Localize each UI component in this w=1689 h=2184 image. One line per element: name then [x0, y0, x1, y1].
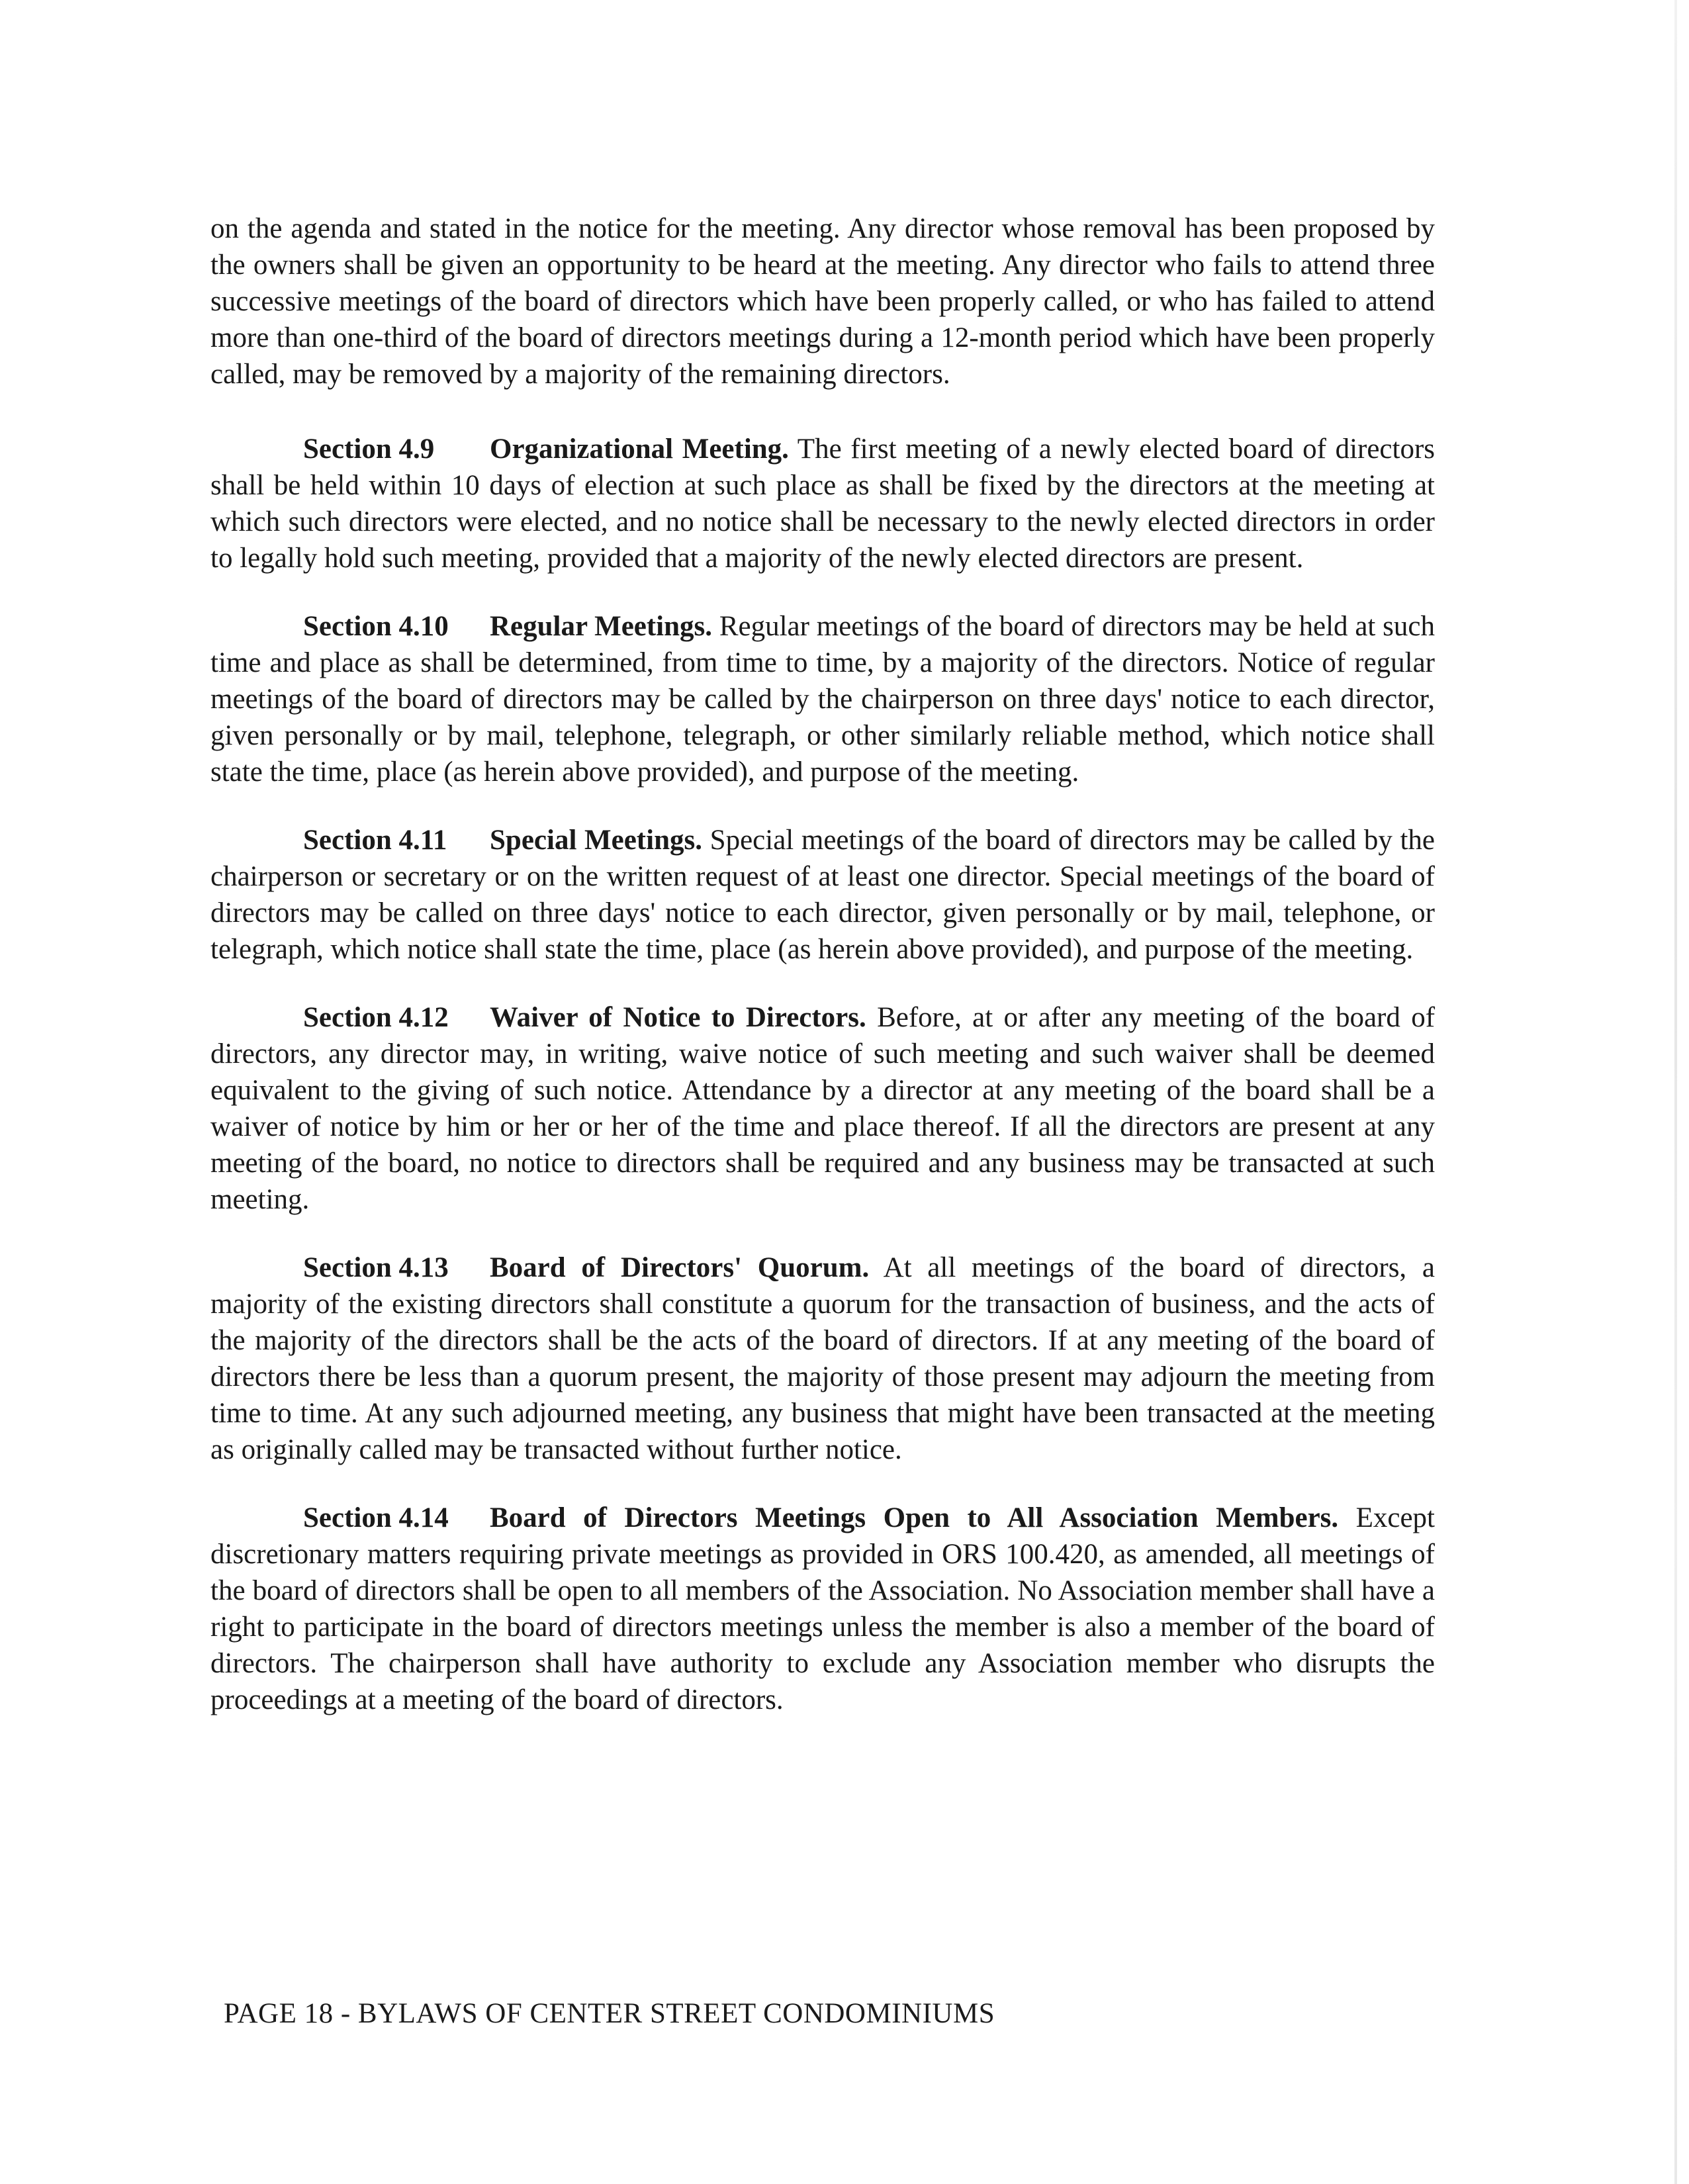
section-4-14	[210, 1500, 1435, 1718]
section-4-10	[210, 608, 1435, 790]
section-title: Board of Directors' Quorum.	[490, 1252, 870, 1283]
section-body: Special meetings of the board of directors may be called by the chairperson or secretary or on the written request of at least one director. Special meetings of the board of directors may be called on three days' notice to each director, given personally or by mail, telephone, or telegraph, which notice shall state the time, place (as herein above provided), and purpose of the meeting.	[210, 825, 1436, 965]
section-title: Board of Directors Meetings Open to All Association Members.	[490, 1502, 1339, 1533]
section-body: Regular meetings of the board of directors may be held at such time and place as shall be determined, from time to time, by a majority of the directors. Notice of regular meetings of the board of directors may be called by the chairperson on three days' notice to each director, given personally or by mail, telephone, telegraph, or other similarly reliable method, which notice shall state the time, place (as herein above provided), and purpose of the meeting.	[210, 611, 1435, 788]
section-body: Before, at or after any meeting of the board of directors, any director may, in writing, waive notice of such meeting and such waiver shall be deemed equivalent to the giving of such notice. Attendance by a director at any meeting of the board shall be a waiver of notice by him or her or her of the time and place thereof. If all the directors are present at any meeting of the board, no notice to directors shall be required and any business may be transacted at such meeting.	[210, 1002, 1436, 1215]
section-title: Special Meetings.	[490, 825, 702, 856]
section-title: Regular Meetings.	[490, 611, 713, 642]
section-number: Section 4.9	[303, 433, 435, 465]
section-number: Section 4.11	[303, 825, 447, 856]
section-body: At all meetings of the board of directors, a majority of the existing directors shall constitute a quorum for the transaction of business, and the acts of the majority of the directors shall be the acts of the board of directors. If at any meeting of the board of directors there be less than a quorum present, the majority of those present may adjourn the meeting from time to time. At any such adjourned meeting, any business that might have been transacted at the meeting as originally called may be transacted without further notice.	[210, 1252, 1435, 1465]
section-title: Waiver of Notice to Directors.	[490, 1002, 866, 1033]
section-body: The first meeting of a newly elected board of directors shall be held within 10 days of election at such place as shall be fixed by the directors at the meeting at which such directors were elected, and no notice shall be necessary to the newly elected directors in order to legally hold such meeting, provided that a majority of the newly elected directors are present.	[210, 433, 1436, 574]
page-footer: PAGE 18 - BYLAWS OF CENTER STREET CONDOMINIUMS	[224, 1998, 995, 2029]
scan-edge	[1674, 0, 1677, 2184]
section-number: Section 4.12	[303, 1002, 449, 1033]
section-4-9	[210, 431, 1435, 576]
continuation-paragraph: on the agenda and stated in the notice for the meeting. Any director whose removal has been proposed by the owners shall be given an opportunity to be heard at the meeting. Any director who fails to attend three successive meetings of the board of directors which have been properly called, or who has failed to attend more than one-third of the board of directors meetings during a 12-month period which have been properly called, may be removed by a majority of the remaining directors.	[210, 213, 1435, 390]
section-number: Section 4.10	[303, 611, 449, 642]
section-number: Section 4.14	[303, 1502, 449, 1533]
section-4-13	[210, 1250, 1435, 1468]
section-number: Section 4.13	[303, 1252, 449, 1283]
section-body: Except discretionary matters requiring private meetings as provided in ORS 100.420, as amended, all meetings of the board of directors shall be open to all members of the Association. No Association member shall have a right to participate in the board of directors meetings unless the member is also a member of the board of directors. The chairperson shall have authority to exclude any Association member who disrupts the proceedings at a meeting of the board of directors.	[210, 1502, 1436, 1715]
section-4-12	[210, 999, 1435, 1218]
section-title: Organizational Meeting.	[490, 433, 789, 465]
section-4-11	[210, 822, 1435, 968]
document-body	[210, 210, 1435, 1750]
